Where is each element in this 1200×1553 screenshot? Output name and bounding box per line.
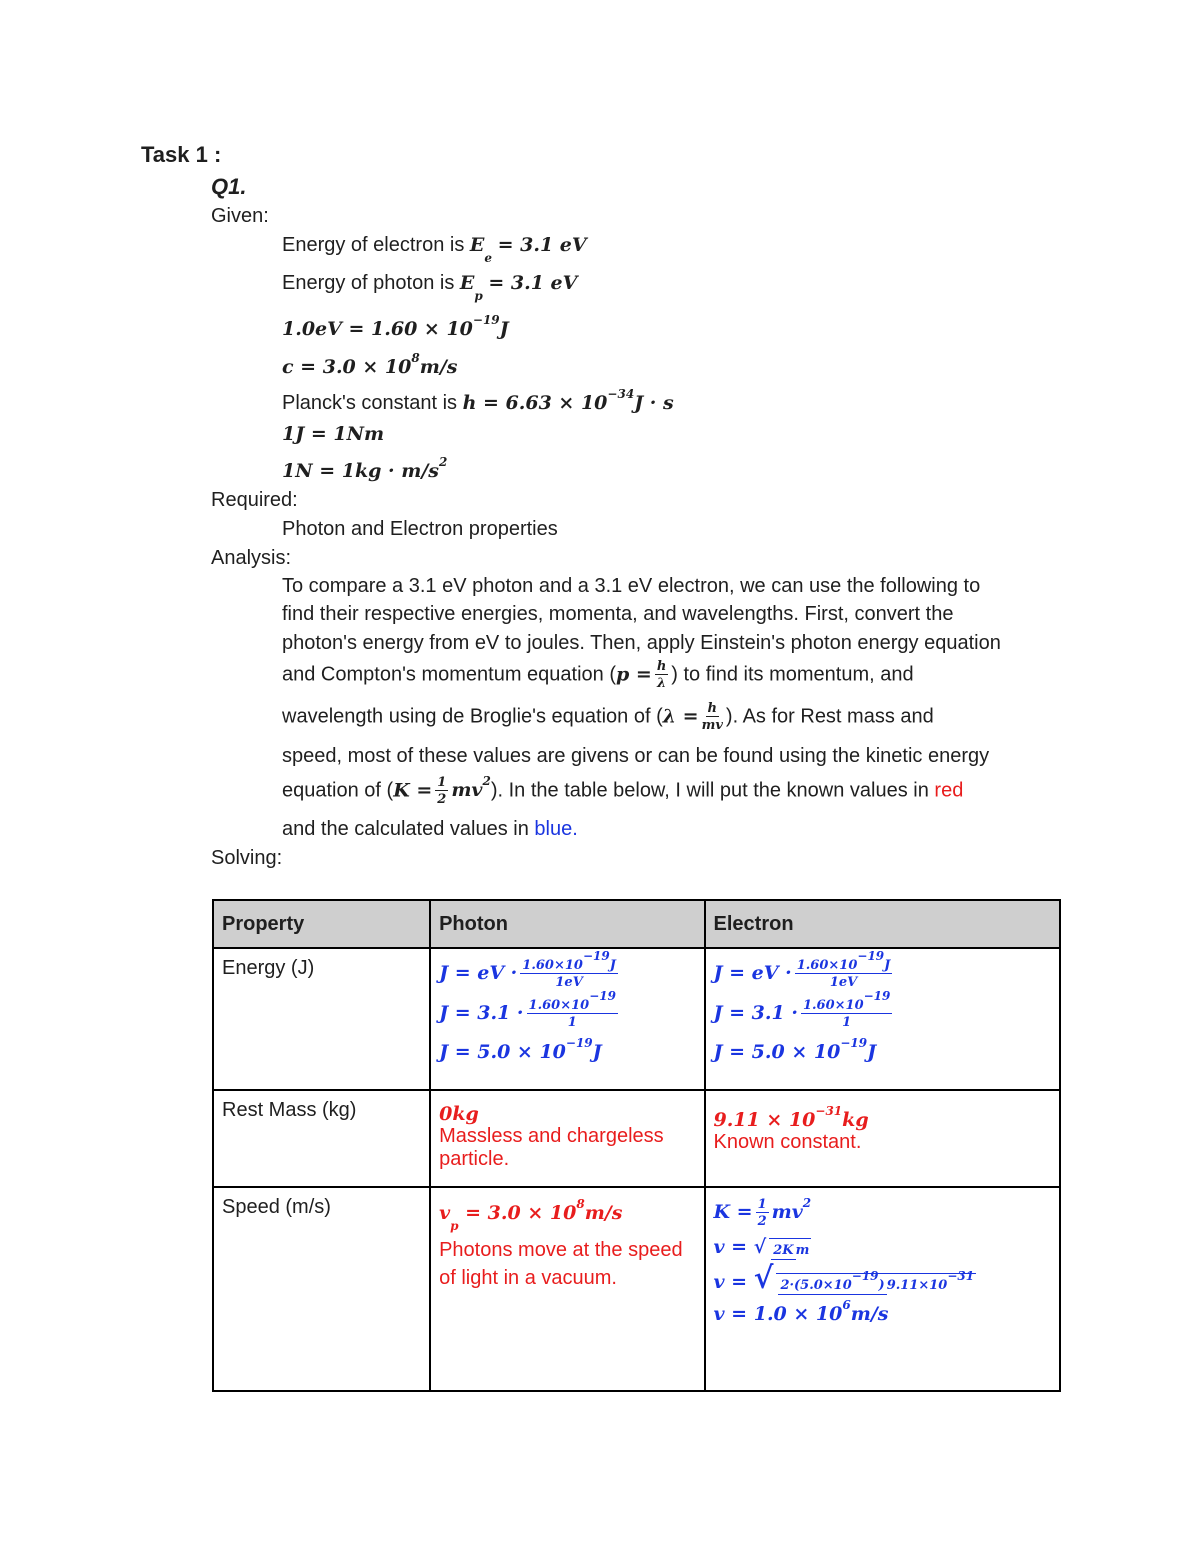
analysis-line-6: speed, most of these values are givens or can be found using the kinetic energy xyxy=(282,745,990,767)
required-label: Required: xyxy=(211,489,298,511)
analysis-line-5: wavelength using de Broglie's equation of (λ = $\frac{h}{mv}$ ). As for Rest mass and xyxy=(282,701,934,733)
analysis-label: Analysis: xyxy=(211,547,292,569)
given-photon-energy: Energy of photon is $E_p = 3.1$ eV xyxy=(282,272,578,303)
properties-table xyxy=(212,899,1061,1392)
photon-speed-cell: $v_p = 3.0 \times 10^8m/s$ Photons move at the speed of light in a vacuum. xyxy=(430,1187,704,1391)
photon-energy-cell: J = eV · $\frac{1.60\times 10^{-19}J}{1eV}$ J = 3.1 · $\frac{1.60\times 10^{-19}}{1}$ $J = 5.0 \times 10^{-19}J$ xyxy=(430,948,704,1090)
header-property: Property xyxy=(213,900,430,948)
electron-energy-math: = 3.1 eV xyxy=(497,234,587,256)
newton-def-base: 1N = 1kg · m/s xyxy=(282,460,439,482)
newton-definition xyxy=(282,454,448,482)
given-label: Given: xyxy=(211,205,269,227)
analysis-line-5-b: ). As for Rest mass and xyxy=(725,705,934,728)
analysis-line-8-b: . xyxy=(572,818,578,840)
photon-energy-text: Energy of photon is xyxy=(282,272,455,294)
table-row xyxy=(213,948,1060,1090)
question-label: Q1. xyxy=(211,174,247,199)
analysis-line-7-b: ). In the table below, I will put the known values in xyxy=(490,779,929,802)
planck-text: Planck's constant is xyxy=(282,392,458,414)
light-speed-exp: 8 xyxy=(411,350,420,365)
light-speed-unit: m/s xyxy=(419,356,458,378)
analysis-line-1: To compare a 3.1 eV photon and a 3.1 eV electron, we can use the following to xyxy=(282,575,981,597)
required-text: Photon and Electron properties xyxy=(282,518,558,540)
electron-speed-result: v = 1.0 × 10 xyxy=(713,1303,843,1325)
planck-constant xyxy=(282,386,674,415)
red-word: red xyxy=(934,779,964,802)
task-title: Task 1 : xyxy=(141,142,222,167)
light-speed xyxy=(282,350,458,378)
joule-definition: 1J = 1Nm xyxy=(282,423,385,445)
analysis-line-5-a: wavelength using de Broglie's equation of ( xyxy=(282,705,663,728)
planck-unit: J · s xyxy=(634,392,674,414)
analysis-line-2: find their respective energies, momenta, and wavelengths. First, convert the xyxy=(282,603,954,625)
table-row xyxy=(213,1090,1060,1187)
electron-mass-note: Known constant. xyxy=(713,1131,862,1153)
analysis-line-4-b: ) to find its momentum, and xyxy=(671,663,914,686)
analysis-line-4: and Compton's momentum equation (p = $\frac{h}{\lambda}$ ) to find its momentum, and xyxy=(282,659,914,691)
electron-speed-cell: K = $\frac{1}{2}$ $mv^2$ v = √ 2K m v = √ $2\cdot(5.0\times 10^{-19})$ $9.11\times 10^{-31}$ $v = 1.0 \times 10^6m/s$ xyxy=(705,1187,1060,1391)
planck-math: h = 6.63 × 10 xyxy=(462,392,608,414)
analysis-line-8 xyxy=(282,818,578,841)
electron-mass-cell xyxy=(705,1090,1060,1187)
header-photon: Photon xyxy=(430,900,704,948)
analysis-line-3: photon's energy from eV to joules. Then, apply Einstein's photon energy equation xyxy=(282,632,1001,654)
analysis-line-4-a: and Compton's momentum equation ( xyxy=(282,663,616,686)
photon-speed-note: Photons move at the speed of light in a vacuum. xyxy=(439,1239,683,1289)
electron-mass-value: 9.11 × 10 xyxy=(713,1109,816,1131)
speed-label: Speed (m/s) xyxy=(213,1187,430,1391)
analysis-line-7: equation of (K = $\frac{1}{2}$ $mv^2$). In the table below, I will put the known values in red xyxy=(282,773,964,807)
energy-label: Energy (J) xyxy=(213,948,430,1090)
analysis-line-7-a: equation of ( xyxy=(282,779,394,802)
table-header-row xyxy=(213,900,1060,948)
ev-conversion-base: 1.0eV = 1.60 × 10 xyxy=(282,318,473,340)
electron-energy-cell: J = eV · $\frac{1.60\times 10^{-19}J}{1eV}$ J = 3.1 · $\frac{1.60\times 10^{-19}}{1}$ $J = 5.0 \times 10^{-19}J$ xyxy=(705,948,1060,1090)
electron-energy-text: Energy of electron is xyxy=(282,234,465,256)
electron-speed-exp: 6 xyxy=(842,1297,851,1312)
electron-speed-unit: m/s xyxy=(850,1303,889,1325)
photon-energy-math: = 3.1 eV xyxy=(488,272,578,294)
photon-mass-value: 0kg xyxy=(439,1103,479,1125)
table-row xyxy=(213,1187,1060,1391)
solving-label: Solving: xyxy=(211,847,283,869)
ev-conversion xyxy=(282,312,509,340)
light-speed-base: c = 3.0 × 10 xyxy=(282,356,412,378)
rest-mass-label: Rest Mass (kg) xyxy=(213,1090,430,1187)
planck-exp: −34 xyxy=(607,386,635,401)
ev-conversion-exp: −19 xyxy=(472,312,500,327)
ev-conversion-unit: J xyxy=(499,318,509,340)
photon-mass-note: Massless and chargeless particle. xyxy=(439,1125,664,1170)
given-electron-energy: Energy of electron is $E_e = 3.1$ eV xyxy=(282,234,587,265)
electron-mass-exp: −31 xyxy=(815,1103,843,1118)
header-electron: Electron xyxy=(705,900,1060,948)
analysis-line-8-a: and the calculated values in xyxy=(282,818,529,840)
photon-mass-cell xyxy=(430,1090,704,1187)
electron-mass-unit: kg xyxy=(842,1109,869,1131)
newton-def-exp: 2 xyxy=(439,454,448,469)
blue-word: blue xyxy=(534,818,573,840)
